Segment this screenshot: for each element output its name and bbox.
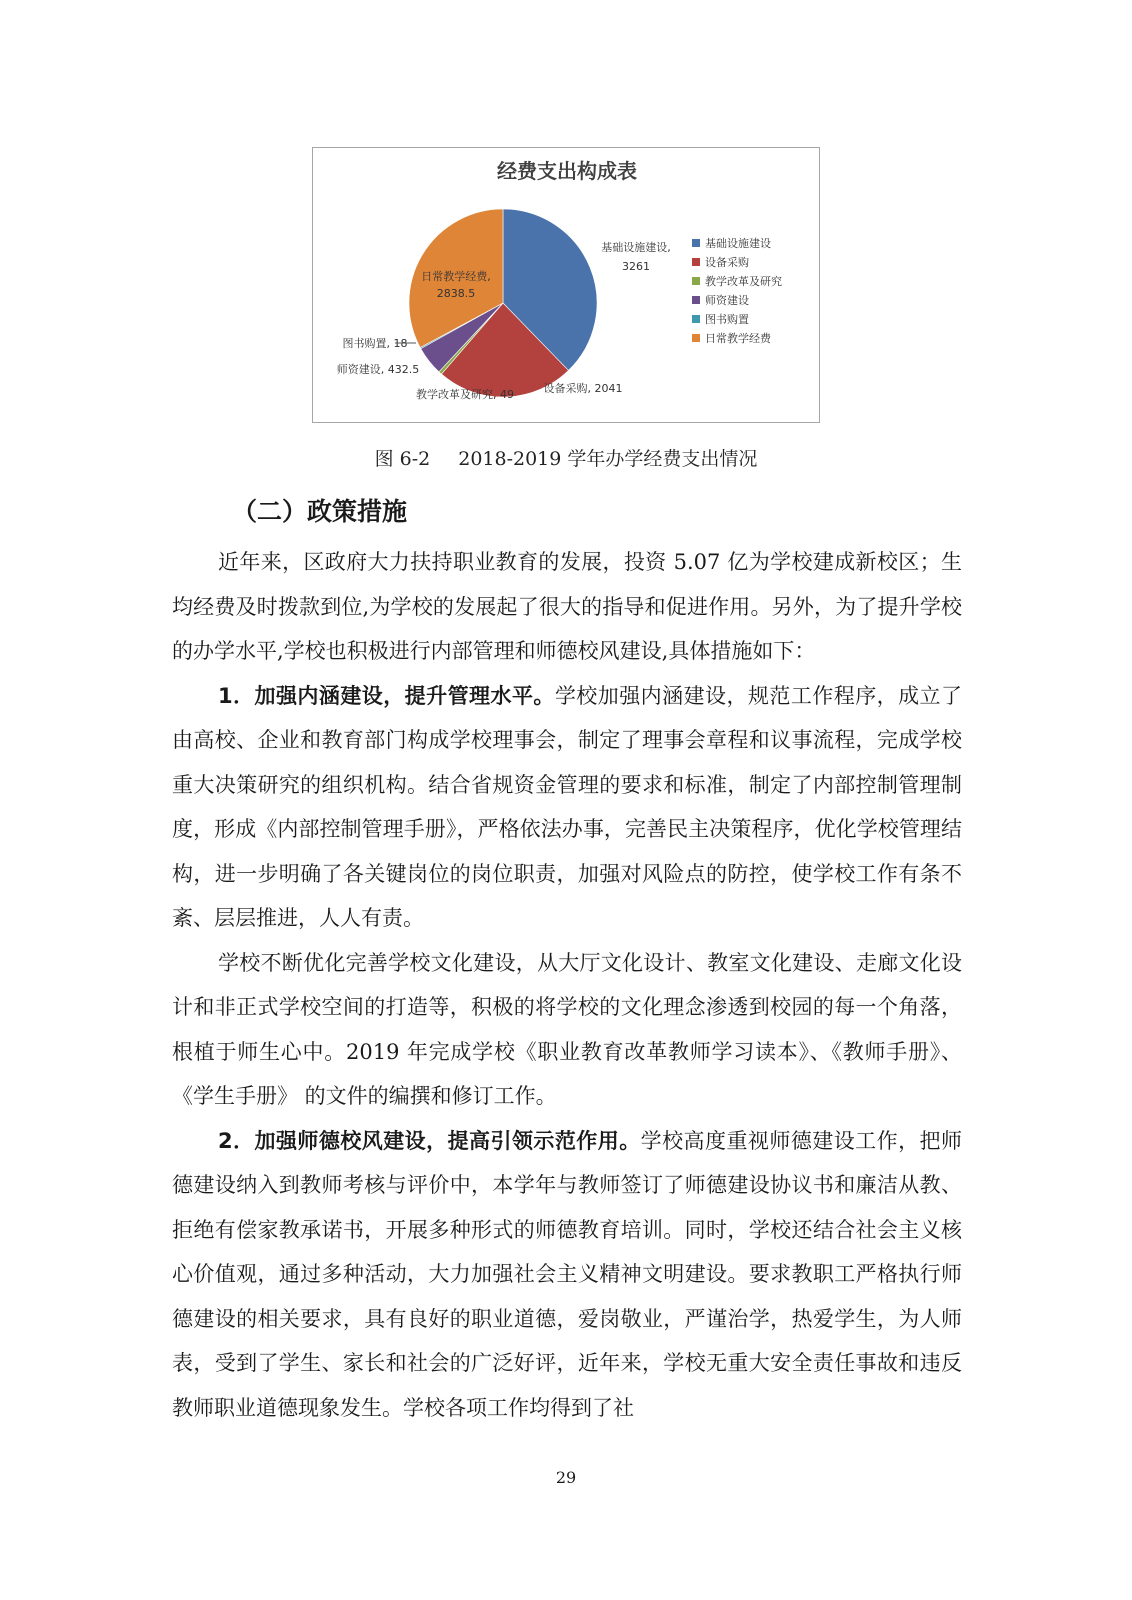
figure-number: 图 6-2 [374, 448, 431, 470]
data-label: 3261 [622, 260, 650, 273]
paragraph: 学校不断优化完善学校文化建设，从大厅文化设计、教室文化建设、走廊文化设计和非正式学校空间的打造等，积极的将学校的文化理念渗透到校园的每一个角落，根植于师生心中。2019 年完成学校《职业教育改革教师学习读本》、《教师手册》、《学生手册》 的文件的编撰和修订工作。 [172, 950, 962, 1108]
data-label: 教学改革及研究, 49 [416, 388, 514, 401]
legend-label: 设备采购 [705, 256, 749, 269]
paragraph: 近年来，区政府大力扶持职业教育的发展，投资 5.07 亿为学校建成新校区；生均经费及时拨款到位,为学校的发展起了很大的指导和促进作用。另外，为了提升学校的办学水平,学校也积极进行内部管理和师德校风建设,具体措施如下： [172, 550, 962, 663]
data-label: 图书购置, 18 [342, 337, 408, 350]
legend-label: 图书购置 [705, 313, 749, 326]
data-label: 日常教学经费, [421, 270, 491, 283]
legend-label: 基础设施建设 [705, 237, 771, 250]
expense-pie-chart [312, 147, 820, 423]
paragraph-heading: 2．加强师德校风建设，提高引领示范作用。 [218, 1128, 641, 1153]
paragraph-body: 学校高度重视师德建设工作，把师德建设纳入到教师考核与评价中，本学年与教师签订了师德建设协议书和廉洁从教、拒绝有偿家教承诺书，开展多种形式的师德教育培训。同时，学校还结合社会主义核心价值观，通过多种活动，大力加强社会主义精神文明建设。要求教职工严格执行师德建设的相关要求，具有良好的职业道德，爱岗敬业，严谨治学，热爱学生，为人师表，受到了学生、家长和社会的广泛好评，近年来，学校无重大安全责任事故和违反教师职业道德现象发生。学校各项工作均得到了社 [172, 1128, 962, 1420]
legend-swatch [692, 277, 700, 285]
legend-label: 教学改革及研究 [705, 275, 782, 288]
data-label: 师资建设, 432.5 [336, 363, 420, 376]
section-title: （二）政策措施 [232, 497, 408, 526]
figure-caption [0, 444, 1132, 471]
legend-swatch [692, 315, 700, 323]
legend-swatch [692, 239, 700, 247]
legend-swatch [692, 296, 700, 304]
legend-swatch [692, 258, 700, 266]
legend-swatch [692, 334, 700, 342]
paragraph-heading: 1．加强内涵建设，提升管理水平。 [218, 683, 555, 708]
data-label: 基础设施建设, [601, 241, 671, 254]
figure-caption-text: 2018-2019 学年办学经费支出情况 [458, 448, 758, 470]
chart-title: 经费支出构成表 [497, 159, 637, 183]
legend-label: 日常教学经费 [705, 332, 771, 345]
data-label: 2838.5 [436, 287, 476, 300]
body-text [172, 540, 962, 1430]
paragraph [172, 674, 962, 941]
data-label: 设备采购, 2041 [543, 382, 623, 395]
paragraph [172, 1119, 962, 1431]
pie-chart-canvas [313, 148, 821, 424]
legend-label: 师资建设 [705, 294, 749, 307]
paragraph-body: 学校加强内涵建设，规范工作程序，成立了由高校、企业和教育部门构成学校理事会，制定了理事会章程和议事流程，完成学校重大决策研究的组织机构。结合省规资金管理的要求和标准，制定了内部控制管理制度，形成《内部控制管理手册》，严格依法办事，完善民主决策程序，优化学校管理结构，进一步明确了各关键岗位的岗位职责，加强对风险点的防控，使学校工作有条不紊、层层推进，人人有责。 [172, 683, 962, 930]
page-number: 29 [555, 1468, 577, 1487]
